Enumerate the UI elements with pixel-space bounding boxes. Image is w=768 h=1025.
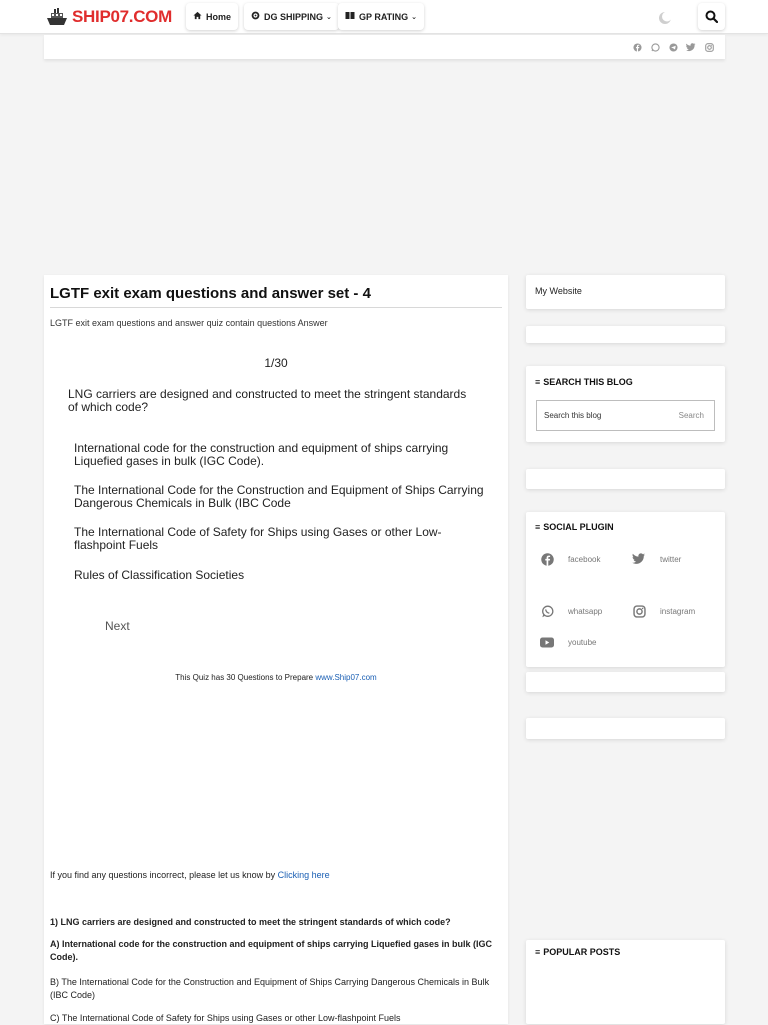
social-instagram-label: instagram [660, 606, 696, 616]
quiz-option-4[interactable]: Rules of Classification Societies [74, 568, 245, 582]
youtube-icon [540, 635, 554, 649]
quiz-question: LNG carriers are designed and constructed to meet the stringent standards of which code? [68, 387, 467, 414]
social-twitter[interactable] [632, 552, 681, 566]
social-facebook[interactable] [540, 552, 600, 566]
quiz-option-3[interactable]: The International Code of Safety for Ships using Gases or other Low-flashpoint Fuels [74, 525, 442, 552]
header-search-button[interactable] [698, 3, 725, 30]
search-widget [526, 366, 725, 442]
ship-icon [46, 7, 68, 27]
search-icon [705, 10, 718, 23]
social-youtube-label: youtube [568, 637, 597, 647]
post-card [44, 275, 508, 1024]
site-header [0, 0, 768, 34]
list-icon: ≡ [535, 522, 541, 532]
social-twitter-label: twitter [660, 554, 682, 564]
post-title: LGTF exit exam questions and answer set - 4 [50, 285, 502, 308]
moon-icon [658, 11, 672, 25]
answer-option-a: A) International code for the construction and equipment of ships carrying Liquefied gases in bulk (IGC Code). [50, 939, 493, 962]
quiz-progress: 1/30 [264, 356, 288, 370]
nav-dg-shipping[interactable] [244, 3, 339, 30]
whatsapp-icon [540, 604, 554, 618]
report-prefix: If you find any questions incorrect, please let us know by [50, 870, 278, 880]
logo-text: SHIP07.COM [72, 7, 172, 26]
social-widget [526, 512, 725, 667]
empty-widget [526, 718, 725, 739]
report-link[interactable]: Clicking here [277, 870, 330, 880]
gear-icon [251, 11, 260, 22]
telegram-icon[interactable] [667, 41, 679, 53]
twitter-icon [632, 552, 646, 566]
empty-widget [526, 326, 725, 343]
answer-question: 1) LNG carriers are designed and constructed to meet the stringent standards of which code? [50, 917, 451, 927]
social-instagram[interactable] [632, 604, 695, 618]
nav-home[interactable] [186, 3, 238, 30]
my-website-widget [526, 275, 725, 309]
twitter-icon[interactable] [685, 41, 697, 53]
share-bar [44, 35, 725, 59]
quiz-option-1[interactable]: International code for the construction and equipment of ships carrying Liquefied gases in bulk (IGC Code). [74, 441, 449, 468]
report-text [50, 870, 330, 880]
book-icon [345, 11, 355, 22]
instagram-icon[interactable] [703, 41, 715, 53]
answer-option-c: C) The International Code of Safety for Ships using Gases or other Low-flashpoint Fuels [50, 1013, 401, 1023]
search-widget-title [535, 377, 633, 387]
quiz-option-2[interactable]: The International Code for the Construction and Equipment of Ships Carrying Dangerous Chemicals in Bulk (IBC Code [74, 483, 484, 510]
blog-search-button[interactable]: Search [678, 411, 704, 420]
popular-posts-title-text: POPULAR POSTS [543, 947, 621, 957]
my-website-link[interactable]: My Website [535, 286, 582, 296]
quiz-note [44, 673, 508, 682]
whatsapp-icon[interactable] [649, 41, 661, 53]
blog-search-input[interactable] [537, 411, 667, 420]
popular-posts-title [535, 947, 620, 957]
answer-option-b: B) The International Code for the Construction and Equipment of Ships Carrying Dangerous Chemicals in Bulk (IBC Code) [50, 977, 490, 1000]
list-icon: ≡ [535, 947, 541, 957]
social-youtube[interactable] [540, 635, 596, 649]
social-whatsapp-label: whatsapp [568, 606, 603, 616]
home-icon [193, 11, 202, 22]
chevron-down-icon: ⌄ [326, 13, 332, 21]
empty-widget [526, 469, 725, 489]
post-description: LGTF exit exam questions and answer quiz contain questions Answer [50, 318, 328, 328]
facebook-icon[interactable] [631, 41, 643, 53]
blog-search-form [536, 400, 715, 431]
social-facebook-label: facebook [568, 554, 601, 564]
search-widget-title-text: SEARCH THIS BLOG [543, 377, 633, 387]
facebook-icon [540, 552, 554, 566]
social-widget-title-text: SOCIAL PLUGIN [543, 522, 614, 532]
nav-gp-rating-label: GP RATING [359, 11, 409, 22]
nav-dg-shipping-label: DG SHIPPING [264, 11, 324, 22]
social-whatsapp[interactable] [540, 604, 602, 618]
chevron-down-icon: ⌄ [411, 13, 418, 21]
list-icon: ≡ [535, 377, 541, 387]
nav-home-label: Home [206, 11, 232, 22]
site-logo[interactable] [46, 5, 172, 29]
popular-posts-widget [526, 940, 725, 1024]
social-widget-title [535, 522, 614, 532]
quiz-next-button[interactable]: Next [105, 619, 130, 633]
dark-mode-toggle[interactable] [656, 9, 674, 27]
empty-widget [526, 672, 725, 692]
instagram-icon [632, 604, 646, 618]
nav-gp-rating[interactable] [338, 3, 424, 30]
quiz-note-text: This Quiz has 30 Questions to Prepare [175, 673, 316, 682]
quiz-note-link[interactable]: www.Ship07.com [315, 673, 377, 682]
